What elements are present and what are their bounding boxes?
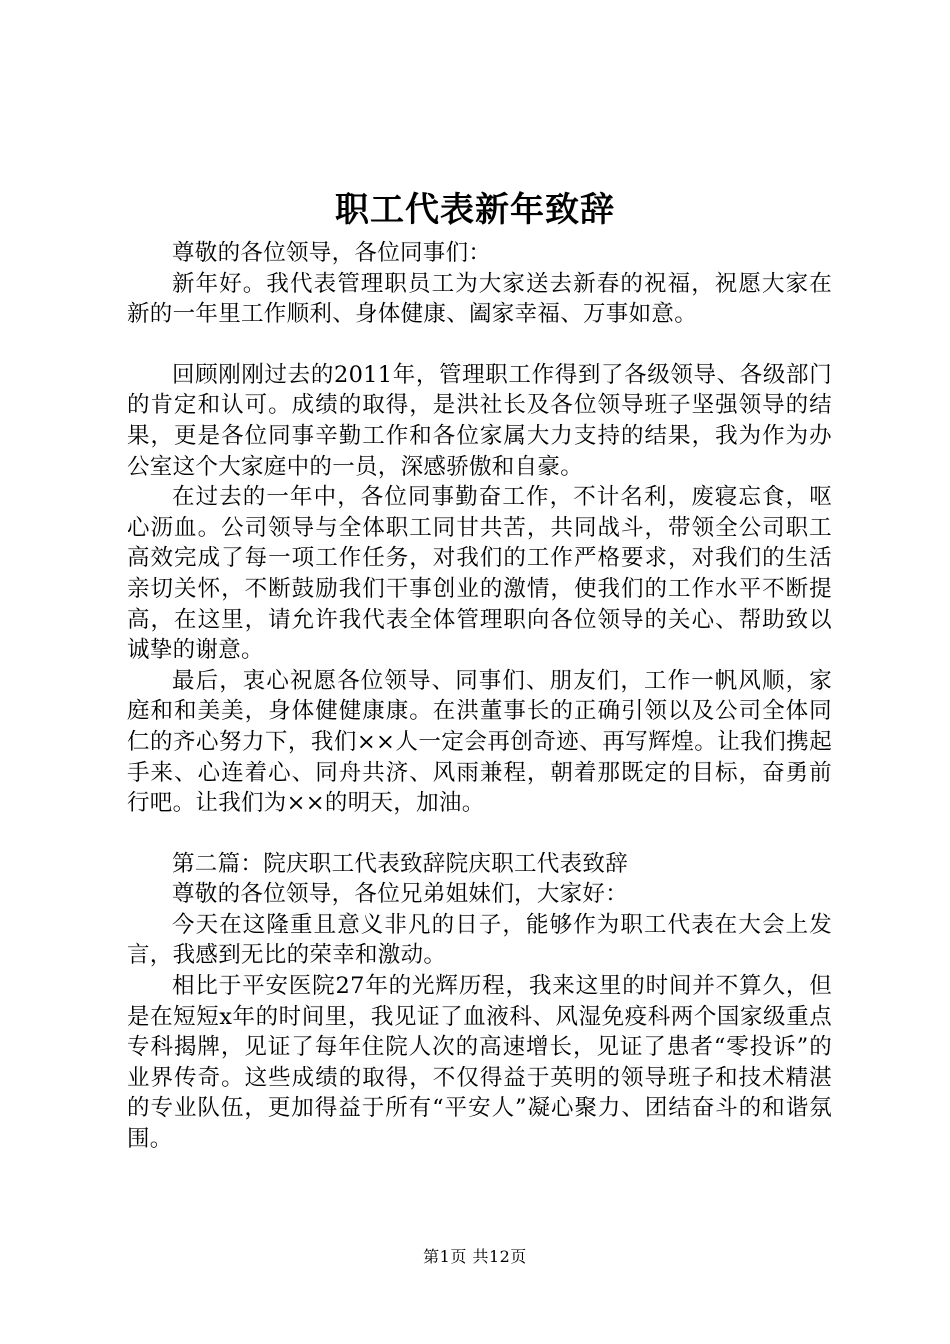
speech-intro-paragraph: 今天在这隆重且意义非凡的日子，能够作为职工代表在大会上发言，我感到无比的荣幸和激动。	[127, 911, 832, 969]
thanks-paragraph: 在过去的一年中，各位同事勤奋工作，不计名利，废寝忘食，呕心沥血。公司领导与全体职工同甘共苦，共同战斗，带领全公司职工高效完成了每一项工作任务，对我们的工作严格要求，对我们的生活亲切关怀，不断鼓励我们干事创业的激情，使我们的工作水平不断提高，在这里，请允许我代表全体管理职向各位领导的关心、帮助致以诚挚的谢意。	[127, 484, 832, 664]
second-salutation-paragraph: 尊敬的各位领导，各位兄弟姐妹们，大家好：	[172, 881, 629, 908]
closing-paragraph: 最后，衷心祝愿各位领导、同事们、朋友们，工作一帆风顺，家庭和和美美，身体健健康康。在洪董事长的正确引领以及公司全体同仁的齐心努力下，我们××人一定会再创奇迹、再写辉煌。让我们携起手来、心连着心、同舟共济、风雨兼程，朝着那既定的目标，奋勇前行吧。让我们为××的明天，加油。	[127, 667, 832, 817]
salutation-paragraph: 尊敬的各位领导，各位同事们：	[172, 240, 492, 266]
review-paragraph: 回顾刚刚过去的2011年，管理职工作得到了各级领导、各级部门的肯定和认可。成绩的取得，是洪社长及各位领导班子坚强领导的结果，更是各位同事辛勤工作和各位家属大力支持的结果，我为作为办公室这个大家庭中的一员，深感骄傲和自豪。	[127, 361, 832, 480]
document-title: 职工代表新年致辞	[335, 190, 615, 230]
section-heading-paragraph: 第二篇：院庆职工代表致辞院庆职工代表致辞	[172, 850, 629, 877]
greeting-paragraph: 新年好。我代表管理职员工为大家送去新春的祝福，祝愿大家在新的一年里工作顺利、身体健康、阖家幸福、万事如意。	[127, 270, 832, 328]
document-body	[127, 238, 832, 1155]
page-number-footer: 第1页 共12页	[423, 1247, 527, 1266]
hospital-history-paragraph: 相比于平安医院27年的光辉历程，我来这里的时间并不算久，但是在短短x年的时间里，我见证了血液科、风湿免疫科两个国家级重点专科揭牌，见证了每年住院人次的高速增长，见证了患者“零投诉”的业界传奇。这些成绩的取得，不仅得益于英明的领导班子和技术精湛的专业队伍，更加得益于所有“平安人”凝心聚力、团结奋斗的和谐氛围。	[127, 973, 832, 1153]
